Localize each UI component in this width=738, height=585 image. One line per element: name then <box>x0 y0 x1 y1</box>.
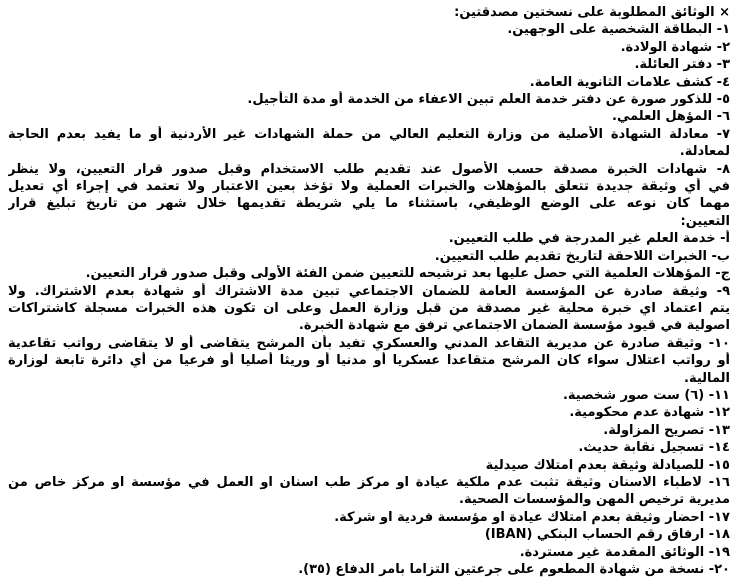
document-line: يتم اعتماد اي خبرة محلية غير مصدقة من قبل وزارة العمل وعلى ان تكون هذه الخبرات مسجلة كاشتراكات <box>8 300 730 316</box>
document-line: ٣- دفتر العائلة. <box>634 57 730 73</box>
document-line: في أي وثيقة جديدة تتعلق بالمؤهلات والخبرات العملية ولا تؤخذ بعين الاعتبار ولا تعتمد في إجراء أي تعديل <box>8 179 730 195</box>
document-line: ٩- وثيقة صادرة عن المؤسسة العامة للضمان الاجتماعي تبين مدة الاشتراك أو شهادة بعدم الاشتراك. ولا <box>8 283 730 299</box>
document-line: ٧- معادلة الشهادة الأصلية من وزارة التعليم العالي من حملة الشهادات غير الأردنية أو ما يفيد بعدم الحاجة <box>8 126 730 142</box>
document-heading: × الوثائق المطلوبة على نسختين مصدقتين: <box>454 5 730 20</box>
document-line: ١٢- شهادة عدم محكومية. <box>569 405 730 421</box>
document-line: ١٣- تصريح المزاولة. <box>603 422 730 438</box>
document-line: ١٨- ارفاق رقم الحساب البنكي (IBAN) <box>484 527 730 543</box>
document-line: المالية. <box>684 370 730 386</box>
document-line: ١٠- وثيقة صادرة عن مديرية التقاعد المدني والعسكري تفيد بأن المرشح يتقاضى أو لا يتقاضى رواتب تقاعدية <box>8 335 730 351</box>
document-line: ٦- المؤهل العلمي. <box>612 109 730 125</box>
document-line: ١٧- احضار وثيقة بعدم امتلاك عيادة او مؤسسة فردية او شركة. <box>334 509 730 525</box>
document-line: ١٤- تسجيل نقابة حديث. <box>578 440 730 456</box>
document-line: اصولية في قيود مؤسسة الضمان الاجتماعي ترفق مع شهادة الخبرة. <box>298 318 730 334</box>
document-line: ٤- كشف علامات الثانوية العامة. <box>529 74 730 90</box>
document-line: ١١- (٦) ست صور شخصية. <box>562 387 730 403</box>
document-line: ٢- شهادة الولادة. <box>620 39 730 55</box>
document-line: أو رواتب اعتلال سواء كان المرشح متقاعدا عسكريا أو مدنيا أو وريثا أصليا أو فرعيا من أي دائرة تابعة لوزارة <box>8 353 730 369</box>
document-line: ج- المؤهلات العلمية التي حصل عليها بعد ترشيحه للتعيين ضمن الفئة الأولى وقبل صدور قرار التعيين. <box>85 266 730 282</box>
document-line: مديرية ترخيص المهن والمؤسسات الصحية. <box>459 492 730 508</box>
document-line: ١٦- لاطباء الاسنان وثيقة تثبت عدم ملكية عيادة او مركز طب اسنان او العمل في مؤسسة او مركز خاص من <box>8 474 730 490</box>
document-line: التعيين: <box>680 213 730 229</box>
document-line: ٢٠- نسخة من شهادة المطعوم على جرعتين التزاما بامر الدفاع (٣٥). <box>298 562 730 577</box>
document-line: ٨- شهادات الخبرة مصدقة حسب الأصول عند تقديم طلب الاستخدام وقبل صدور قرار التعيين، ولا ينظر <box>8 161 730 177</box>
document-line: لمعادلة. <box>679 144 730 160</box>
document-line: ١٩- الوثائق المقدمة غير مستردة. <box>519 544 730 560</box>
document-line: ١- البطاقة الشخصية على الوجهين. <box>507 22 730 38</box>
document-line: أ- خدمة العلم غير المدرجة في طلب التعيين. <box>448 231 730 247</box>
document-line: ١٥- للصيادلة وثيقة بعدم امتلاك صيدلية <box>485 457 730 473</box>
document-line: ٥- للذكور صورة عن دفتر خدمة العلم تبين الاعفاء من الخدمة أو مدة التأجيل. <box>247 92 730 108</box>
document-line: مهما كان نوعه على الوضع الوظيفي، باستثناء ما يلي شريطة تقديمها خلال شهر من تاريخ تبليغ قرار <box>8 196 730 212</box>
document-line: ب- الخبرات اللاحقة لتاريخ تقديم طلب التعيين. <box>434 248 730 264</box>
